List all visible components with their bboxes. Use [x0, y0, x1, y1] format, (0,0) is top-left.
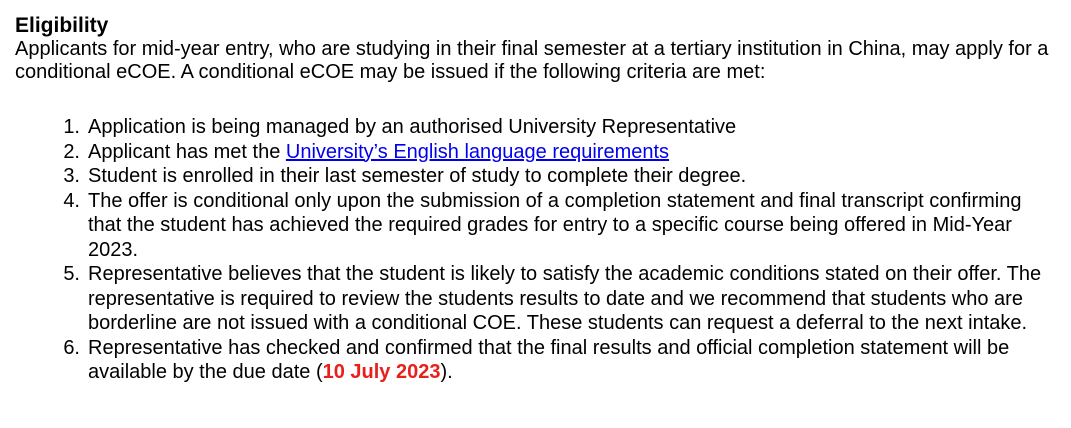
- list-number: 5.: [63, 263, 80, 285]
- list-number: 2.: [63, 140, 80, 163]
- list-text-prefix: Representative has checked and confirmed that the final results and official completion statement will be available by the due date (: [88, 336, 1010, 383]
- criteria-list: [15, 115, 1057, 385]
- list-number: 3.: [63, 165, 80, 187]
- list-text: Application is being managed by an authorised University Representative: [88, 116, 737, 138]
- list-number: 4.: [63, 189, 80, 212]
- due-date: 10 July 2023: [322, 361, 441, 383]
- list-item: [15, 189, 1057, 263]
- list-number: 1.: [63, 116, 80, 138]
- list-item: [15, 115, 1057, 140]
- list-text-suffix: ).: [440, 361, 453, 383]
- list-text: [88, 140, 1057, 165]
- list-text: The offer is conditional only upon the submission of a completion statement and final transcript confirming that the student has achieved the required grades for entry to a specific course being offered in Mid-Year 2023.: [88, 189, 1022, 261]
- list-item: [15, 140, 1057, 165]
- intro-paragraph: Applicants for mid-year entry, who are studying in their final semester at a tertiary institution in China, may apply for a conditional eCOE. A conditional eCOE may be issued if the following criteria are met:: [15, 38, 1049, 83]
- list-item: [15, 262, 1057, 336]
- list-item: [15, 164, 1057, 189]
- list-text-prefix: Applicant has met the: [88, 140, 286, 163]
- list-text: Student is enrolled in their last semester of study to complete their degree.: [88, 165, 747, 187]
- list-number: 6.: [63, 336, 80, 359]
- list-text: [88, 336, 1057, 385]
- list-text: Representative believes that the student is likely to satisfy the academic conditions stated on their offer. The representative is required to review the students results to date and we recommend that students who are borderline are not issued with a conditional COE. These students can request a deferral to the next intake.: [88, 263, 1042, 334]
- list-item: [15, 336, 1057, 385]
- section-heading: Eligibility: [15, 14, 109, 37]
- english-requirements-link[interactable]: University’s English language requirements: [285, 140, 670, 163]
